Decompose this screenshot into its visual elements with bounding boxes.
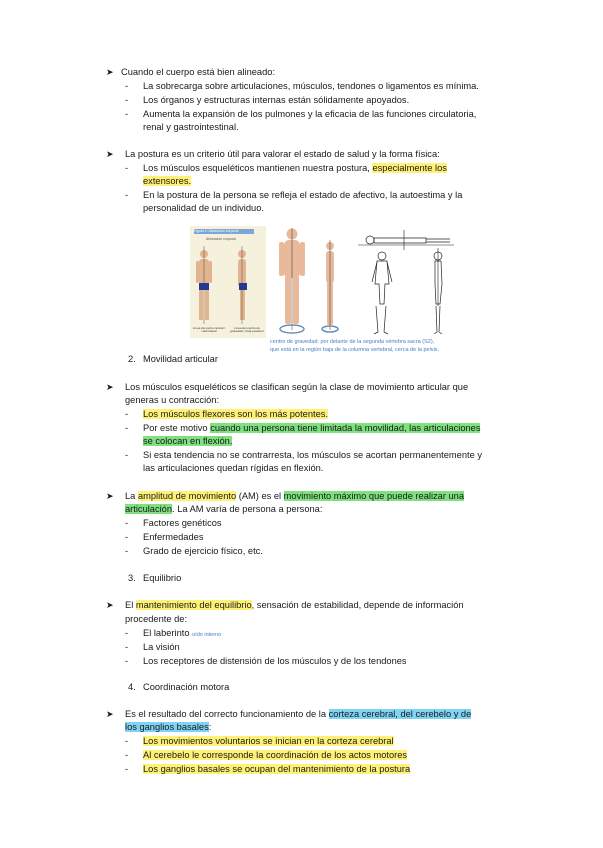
dash: - <box>125 81 129 91</box>
sec6-item-1: Los movimientos voluntarios se inician en la corteza cerebral <box>143 736 394 746</box>
sec5-heading: El mantenimiento del equilibrio, sensación de estabilidad, depende de información <box>125 600 464 610</box>
sec2-heading: La postura es un criterio útil para valorar el estado de salud y la forma física: <box>125 149 440 159</box>
dash: - <box>125 546 129 556</box>
dash: - <box>125 656 129 666</box>
dash: - <box>125 95 129 105</box>
sec3-item-1: Los músculos flexores son los más potentes. <box>143 409 328 419</box>
figure-panel-alignment <box>190 226 266 338</box>
dash: - <box>125 450 129 460</box>
heading-4-title: Coordinación motora <box>143 682 230 692</box>
dash: - <box>125 764 129 774</box>
dash: - <box>125 750 129 760</box>
sec6-heading: Es el resultado del correcto funcionamiento de la corteza cerebral, del cerebelo y de <box>125 709 472 719</box>
heading-4-number: 4. <box>128 682 136 692</box>
dash: - <box>125 628 129 638</box>
dash: - <box>125 190 129 200</box>
sec4-item-2: Enfermedades <box>143 532 204 542</box>
sec4-heading-cont: articulación. La AM varía de persona a persona: <box>125 504 323 514</box>
figure-panel-title: Figura 1: Alineación corporal <box>194 229 254 234</box>
figure-caption-2: que está en la región baja de la columna vertebral, cerca de la pelvis. <box>270 347 440 353</box>
sec1-item-2: Los órganos y estructuras internas están sólidamente apoyados. <box>143 95 410 105</box>
bullet-arrow-icon: ➤ <box>106 491 114 501</box>
figure-label-left: Línea del punto central / vista lateral <box>192 326 226 334</box>
stick-figures-gravity <box>356 226 456 306</box>
figure-caption-1: centro de gravedad: por delante de la segunda vértebra sacra (S2), <box>270 339 435 345</box>
sec4-item-3: Grado de ejercicio físico, etc. <box>143 546 263 556</box>
sec5-item-2: La visión <box>143 642 180 652</box>
sec1-heading: Cuando el cuerpo está bien alineado: <box>121 67 276 77</box>
sec3-heading: Los músculos esqueléticos se clasifican según la clase de movimiento articular que <box>125 382 469 392</box>
heading-3-number: 3. <box>128 573 136 583</box>
sec6-item-3: Los ganglios basales se ocupan del mantenimiento de la postura <box>143 764 411 774</box>
sec4-heading: La amplitud de movimiento (AM) es el movimiento máximo que puede realizar una <box>125 491 465 501</box>
heading-2-number: 2. <box>128 354 136 364</box>
heading-2-title: Movilidad articular <box>143 354 218 364</box>
dash: - <box>125 642 129 652</box>
center-of-gravity-figures <box>268 226 348 336</box>
figure-label-right: Línea del centro de gravedad / vista posterior <box>230 326 264 334</box>
bullet-arrow-icon: ➤ <box>106 67 114 77</box>
dash: - <box>125 423 129 433</box>
lateral-view-figure <box>238 250 247 320</box>
bullet-arrow-icon: ➤ <box>106 382 114 392</box>
sec1-item-1: La sobrecarga sobre articulaciones, músculos, tendones o ligamentos es mínima. <box>143 81 479 91</box>
dash: - <box>125 163 129 173</box>
sec5-item-3: Los receptores de distensión de los músculos y de los tendones <box>143 656 407 666</box>
sec3-item-2-cont: se colocan en flexión. <box>143 436 233 446</box>
standing-figures-illustration <box>190 226 266 338</box>
sec3-item-2: Por este motivo cuando una persona tiene limitada la movilidad, las articulaciones <box>143 423 481 433</box>
sec3-item-3-cont: las articulaciones quedan rígidas en flexión. <box>143 463 324 473</box>
sec5-item-1-note: oído interno <box>192 632 222 638</box>
sec2-item-1: Los músculos esqueléticos mantienen nuestra postura, especialmente los <box>143 163 447 173</box>
sec3-heading-cont: generas u contracción: <box>125 395 220 405</box>
sec1-item-3-cont: renal y gastrointestinal. <box>143 122 239 132</box>
sec5-item-1: El laberinto oído interno <box>143 628 222 638</box>
sec4-item-1: Factores genéticos <box>143 518 222 528</box>
sec2-item-2: En la postura de la persona se refleja el estado de afectivo, la autoestima y la <box>143 190 463 200</box>
sec3-item-3: Si esta tendencia no se contrarresta, los músculos se acortan permanentemente y <box>143 450 483 460</box>
dash: - <box>125 518 129 528</box>
sec1-item-3: Aumenta la expansión de los pulmones y la eficacia de las funciones circulatoria, <box>143 109 477 119</box>
dash: - <box>125 736 129 746</box>
stick-figures-legs <box>356 306 456 338</box>
heading-3-title: Equilibrio <box>143 573 182 583</box>
dash: - <box>125 532 129 542</box>
bullet-arrow-icon: ➤ <box>106 709 114 719</box>
sec2-item-2-cont: personalidad de un individuo. <box>143 203 264 213</box>
bullet-arrow-icon: ➤ <box>106 600 114 610</box>
bullet-arrow-icon: ➤ <box>106 149 114 159</box>
sec6-item-2: Al cerebelo le corresponde la coordinación de los actos motores <box>143 750 408 760</box>
sec2-item-1-cont: extensores. <box>143 176 192 186</box>
dash: - <box>125 409 129 419</box>
sec6-heading-cont: los ganglios basales: <box>125 722 212 732</box>
dash: - <box>125 109 129 119</box>
figure-panel-subtitle: Alineación corporal <box>206 237 236 241</box>
sec5-heading-cont: procedente de: <box>125 614 188 624</box>
